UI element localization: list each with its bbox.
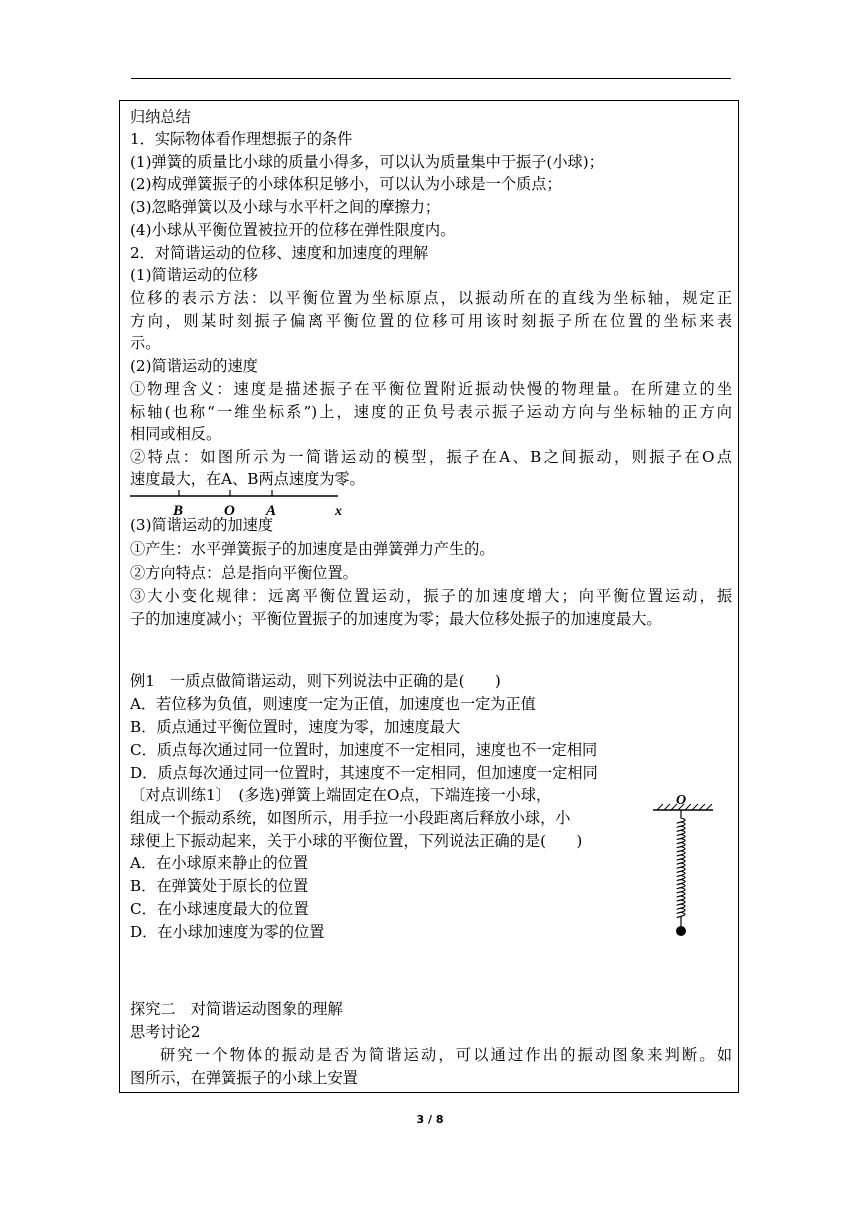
ball	[676, 926, 686, 936]
exercise-question: 〔对点训练1〕 (多选)弹簧上端固定在O点，下端连接一小球，	[130, 786, 552, 804]
discussion-heading: 思考讨论2	[130, 1023, 201, 1041]
text-line: (4)小球从平衡位置被拉开的位移在弹性限度内。	[130, 221, 456, 239]
text-line: ①产生：水平弹簧振子的加速度是由弹簧弹力产生的。	[130, 540, 495, 558]
text-line: ①物理含义：速度是描述振子在平衡位置附近振动快慢的物理量。在所建立的坐	[130, 380, 732, 398]
option-c: C．质点每次通过同一位置时，加速度不一定相同，速度也不一定相同	[130, 741, 598, 759]
text-line: (2)构成弹簧振子的小球体积足够小，可以认为小球是一个质点；	[130, 175, 562, 193]
exercise-question: 组成一个振动系统，如图所示，用手拉一小段距离后释放小球，小	[130, 809, 571, 827]
text-line: ③大小变化规律：远离平衡位置运动，振子的加速度增大；向平衡位置运动，振	[130, 587, 732, 605]
page-number: 3 / 8	[416, 1113, 444, 1126]
text-line: 位移的表示方法：以平衡位置为坐标原点，以振动所在的直线为坐标轴，规定正	[130, 289, 732, 307]
text-line: 研究一个物体的振动是否为简谐运动，可以通过作出的振动图象来判断。如	[160, 1046, 732, 1064]
axis-label-b: B	[173, 503, 184, 519]
header-rule	[131, 78, 731, 79]
text-line: (3)忽略弹簧以及小球与水平杆之间的摩擦力；	[130, 198, 441, 216]
text-line: 速度最大，在A、B两点速度为零。	[130, 470, 365, 488]
text-line: (1)简谐运动的位移	[130, 266, 258, 284]
axis-label-a: A	[266, 503, 277, 519]
section-heading: 归纳总结	[130, 108, 191, 126]
option-c: C．在小球速度最大的位置	[130, 900, 309, 918]
text-line: (1)弹簧的质量比小球的质量小得多，可以认为质量集中于振子(小球)；	[130, 153, 604, 171]
text-line: 1．实际物体看作理想振子的条件	[130, 130, 353, 148]
text-line: 2．对简谐运动的位移、速度和加速度的理解	[130, 244, 429, 262]
option-a: A．在小球原来静止的位置	[130, 854, 309, 872]
option-d: D．质点每次通过同一位置时，其速度不一定相同，但加速度一定相同	[130, 764, 598, 782]
option-b: B．在弹簧处于原长的位置	[130, 877, 309, 895]
text-line: (3)简谐运动的加速度	[130, 516, 274, 534]
option-b: B．质点通过平衡位置时，速度为零，加速度最大	[130, 718, 461, 736]
spring-figure	[645, 788, 725, 944]
text-line: 方向，则某时刻振子偏离平衡位置的位移可用该时刻振子所在位置的坐标来表	[130, 312, 732, 330]
text-line: 图所示，在弹簧振子的小球上安置	[130, 1069, 358, 1087]
axis-label-x: x	[335, 504, 342, 519]
text-line: 子的加速度减小；平衡位置振子的加速度为零；最大位移处振子的加速度最大。	[130, 610, 662, 628]
text-line: (2)简谐运动的速度	[130, 357, 258, 375]
option-a: A．若位移为负值，则速度一定为正值，加速度也一定为正值	[130, 695, 536, 713]
spring-coil	[677, 810, 685, 917]
option-d: D．在小球加速度为零的位置	[130, 923, 325, 941]
text-line: ②方向特点：总是指向平衡位置。	[130, 564, 358, 582]
text-line: ②特点：如图所示为一简谐运动的模型，振子在A、B之间振动，则振子在O点	[130, 448, 732, 466]
exercise-question: 球便上下振动起来，关于小球的平衡位置，下列说法正确的是( )	[130, 832, 583, 850]
text-line: 相同或相反。	[130, 425, 222, 443]
example-question: 例1 一质点做简谐运动，则下列说法中正确的是( )	[130, 672, 501, 690]
text-line: 标轴(也称“一维坐标系”)上，速度的正负号表示振子运动方向与坐标轴的正方向	[130, 403, 732, 421]
text-line: 示。	[130, 334, 161, 352]
axis-label-o: O	[224, 503, 235, 519]
section-heading: 探究二 对简谐运动图象的理解	[130, 1000, 343, 1018]
spring-label-o: O	[676, 793, 687, 808]
